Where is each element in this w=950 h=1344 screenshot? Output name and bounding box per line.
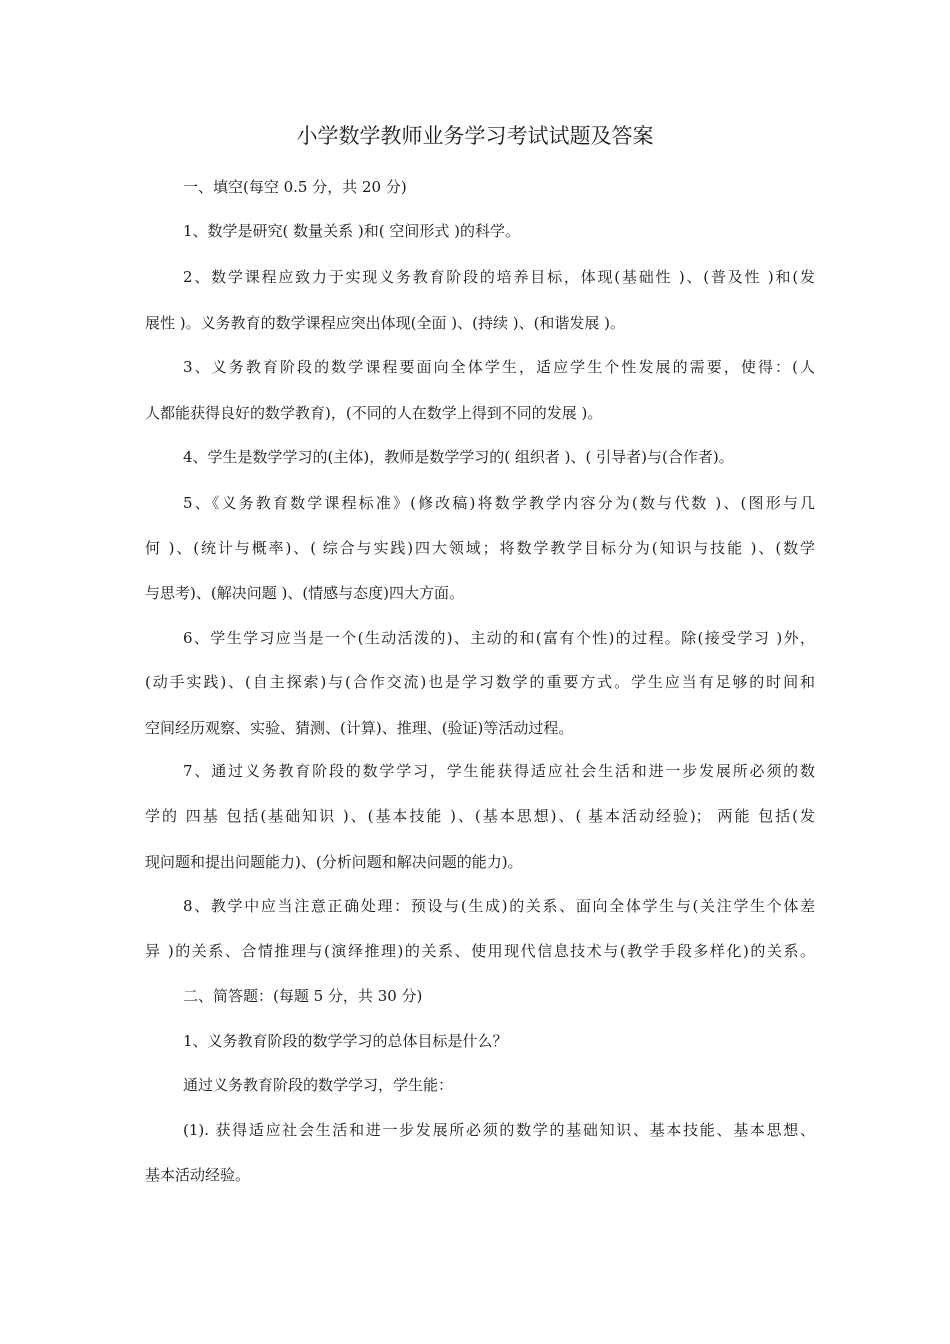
page-title: 小学数学教师业务学习考试试题及答案 — [296, 124, 654, 148]
question-5-line-3: 与思考)、(解决问题 )、(情感与态度)四大方面。 — [145, 584, 465, 602]
question-7-line-3: 现问题和提出问题能力)、(分析问题和解决问题的能力)。 — [145, 853, 523, 871]
section-heading-fill-in: 一、填空(每空 0.5 分，共 20 分) — [183, 178, 407, 196]
question-2-line-1: 2、数学课程应致力于实现义务教育阶段的培养目标，体现(基础性 )、(普及性 )和(发 — [183, 268, 815, 286]
question-8-line-2: 异 )的关系、合情推理与(演绎推理)的关系、使用现代信息技术与(教学手段多样化)的关系。 — [145, 942, 815, 960]
question-7-line-2: 学的 四基 包括(基础知识 )、(基本技能 )、(基本思想)、( 基本活动经验)； 两能 包括(发 — [145, 807, 815, 825]
section-heading-short-answer: 二、简答题：(每题 5 分，共 30 分) — [183, 987, 423, 1005]
question-3-line-2: 人都能获得良好的数学教育)，(不同的人在数学上得到不同的发展 )。 — [145, 404, 603, 422]
short-answer-item-1-line-2: 基本活动经验。 — [145, 1166, 251, 1184]
question-5-line-1: 5、《义务教育数学课程标准》(修改稿)将数学教学内容分为(数与代数 )、(图形与几 — [183, 494, 815, 512]
question-7-line-1: 7、通过义务教育阶段的数学学习，学生能获得适应社会生活和进一步发展所必须的数 — [183, 762, 815, 780]
question-1: 1、数学是研究( 数量关系 )和( 空间形式 )的科学。 — [183, 222, 521, 240]
short-answer-question-1: 1、义务教育阶段的数学学习的总体目标是什么？ — [183, 1032, 508, 1050]
short-answer-intro: 通过义务教育阶段的数学学习，学生能： — [183, 1076, 454, 1094]
question-8-line-1: 8、教学中应当注意正确处理：预设与(生成)的关系、面向全体学生与(关注学生个体差 — [183, 897, 815, 915]
question-4: 4、学生是数学学习的(主体)，教师是数学学习的( 组织者 )、( 引导者)与(合作者)。 — [183, 448, 734, 466]
question-2-line-2: 展性 )。义务教育的数学课程应突出体现(全面 )、(持续 )、(和谐发展 )。 — [145, 314, 626, 332]
short-answer-item-1-line-1: (1). 获得适应社会生活和进一步发展所必须的数学的基础知识、基本技能、基本思想、 — [183, 1121, 815, 1139]
question-6-line-2: (动手实践)、(自主探索)与(合作交流)也是学习数学的重要方式。学生应当有足够的时间和 — [145, 673, 815, 691]
question-3-line-1: 3、义务教育阶段的数学课程要面向全体学生，适应学生个性发展的需要，使得：(人 — [183, 358, 815, 376]
question-6-line-1: 6、学生学习应当是一个(生动活泼的)、主动的和(富有个性)的过程。除(接受学习 )外， — [183, 629, 815, 647]
question-5-line-2: 何 )、(统计与概率)、( 综合与实践)四大领域；将数学教学目标分为(知识与技能 )、(数学 — [145, 539, 815, 557]
question-6-line-3: 空间经历观察、实验、猜测、(计算)、推理、(验证)等活动过程。 — [145, 719, 574, 737]
